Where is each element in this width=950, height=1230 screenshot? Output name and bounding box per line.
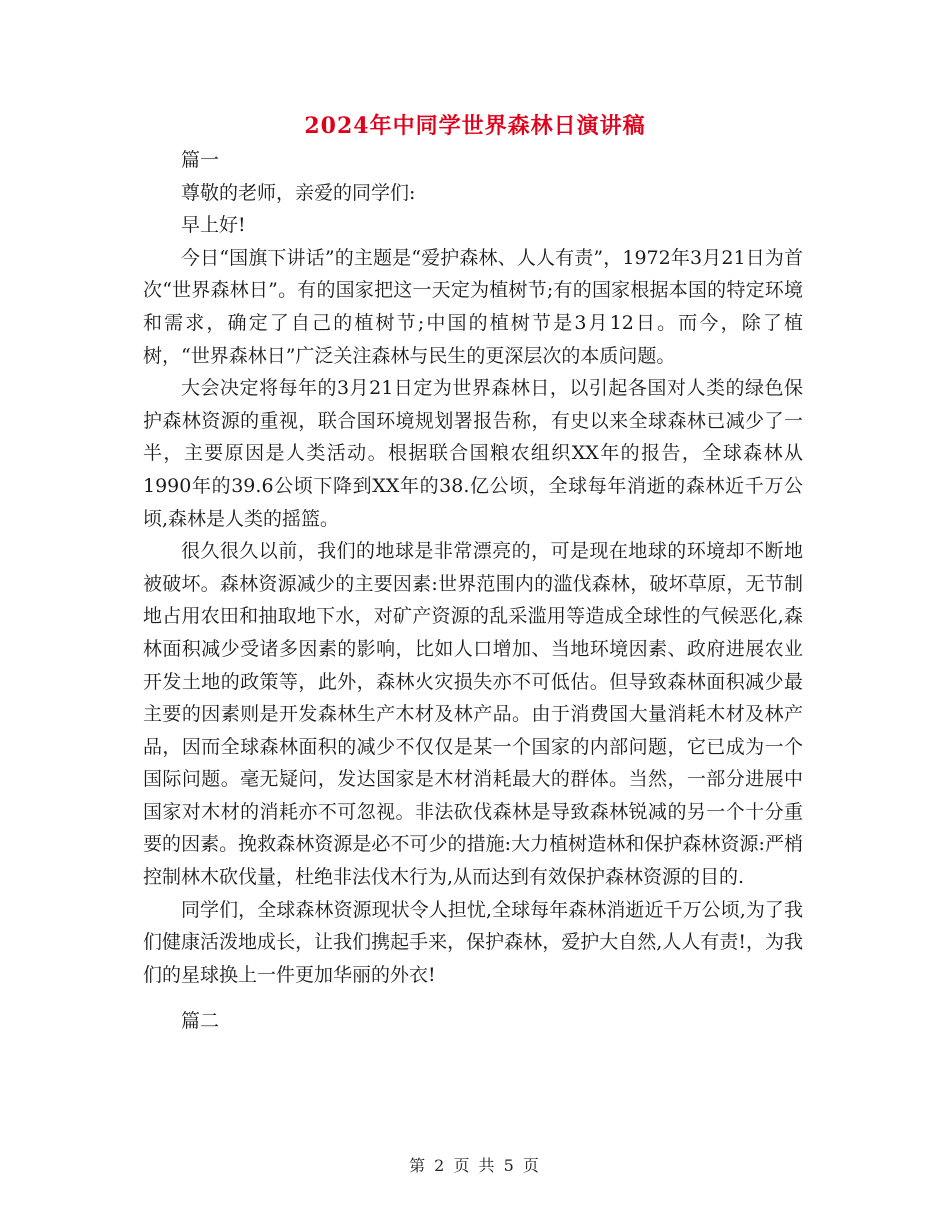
paragraph: 很久很久以前，我们的地球是非常漂亮的，可是现在地球的环境却不断地被破坏。森林资源减少的主要因素:世界范围内的滥伐森林，破坏草原，无节制地占用农田和抽取地下水，对矿产资源的乱采滥用等造成全球性的气候恶化,森林面积减少受诸多因素的影响，比如人口增加、当地环境因素、政府进展农业开发土地的政策等，此外，森林火灾损失亦不可低估。但导致森林面积减少最主要的因素则是开发森林生产木材及林产品。由于消费国大量消耗木材及林产品，因而全球森林面积的减少不仅仅是某一个国家的内部问题，它已成为一个国际问题。毫无疑问，发达国家是木材消耗最大的群体。当然，一部分进展中国家对木材的消耗亦不可忽视。非法砍伐森林是导致森林锐减的另一个十分重要的因素。挽救森林资源是必不可少的措施:大力植树造林和保护森林资源:严梢控制林木砍伐量，杜绝非法伐木行为,从而达到有效保护森林资源的目的.	[143, 540, 803, 889]
paragraph: 大会决定将每年的3月21日定为世界森林日，以引起各国对人类的绿色保护森林资源的重视，联合国环境规划署报告称，有史以来全球森林已减少了一半，主要原因是人类活动。根据联合国粮农组织XX年的报告，全球森林从1990年的39.6公顷下降到XX年的38.亿公顷，全球每年消逝的森林近千万公顷,森林是人类的摇篮。	[143, 377, 803, 530]
page-footer: 第 2 页 共 5 页	[409, 1156, 541, 1175]
section-heading: 篇二	[181, 1010, 220, 1033]
paragraph: 今日“国旗下讲话”的主题是“爱护森林、人人有责”，1972年3月21日为首次“世界森林日”。有的国家把这一天定为植树节;有的国家根据本国的特定环境和需求，确定了自己的植树节;中国的植树节是3月12日。而今，除了植树，“世界森林日”广泛关注森林与民生的更深层次的本质问题。	[143, 246, 803, 367]
greeting: 早上好!	[181, 214, 246, 237]
salutation: 尊敬的老师，亲爱的同学们:	[181, 181, 416, 204]
document-body	[143, 144, 803, 1038]
paragraph: 同学们，全球森林资源现状令人担忧,全球每年森林消逝近千万公顷,为了我们健康活泼地成长，让我们携起手来，保护森林，爱护大自然,人人有责!，为我们的星球换上一件更加华丽的外衣!	[143, 898, 803, 986]
section-heading: 篇一	[181, 149, 220, 171]
document-title: 2024年中同学世界森林日演讲稿	[304, 113, 646, 139]
